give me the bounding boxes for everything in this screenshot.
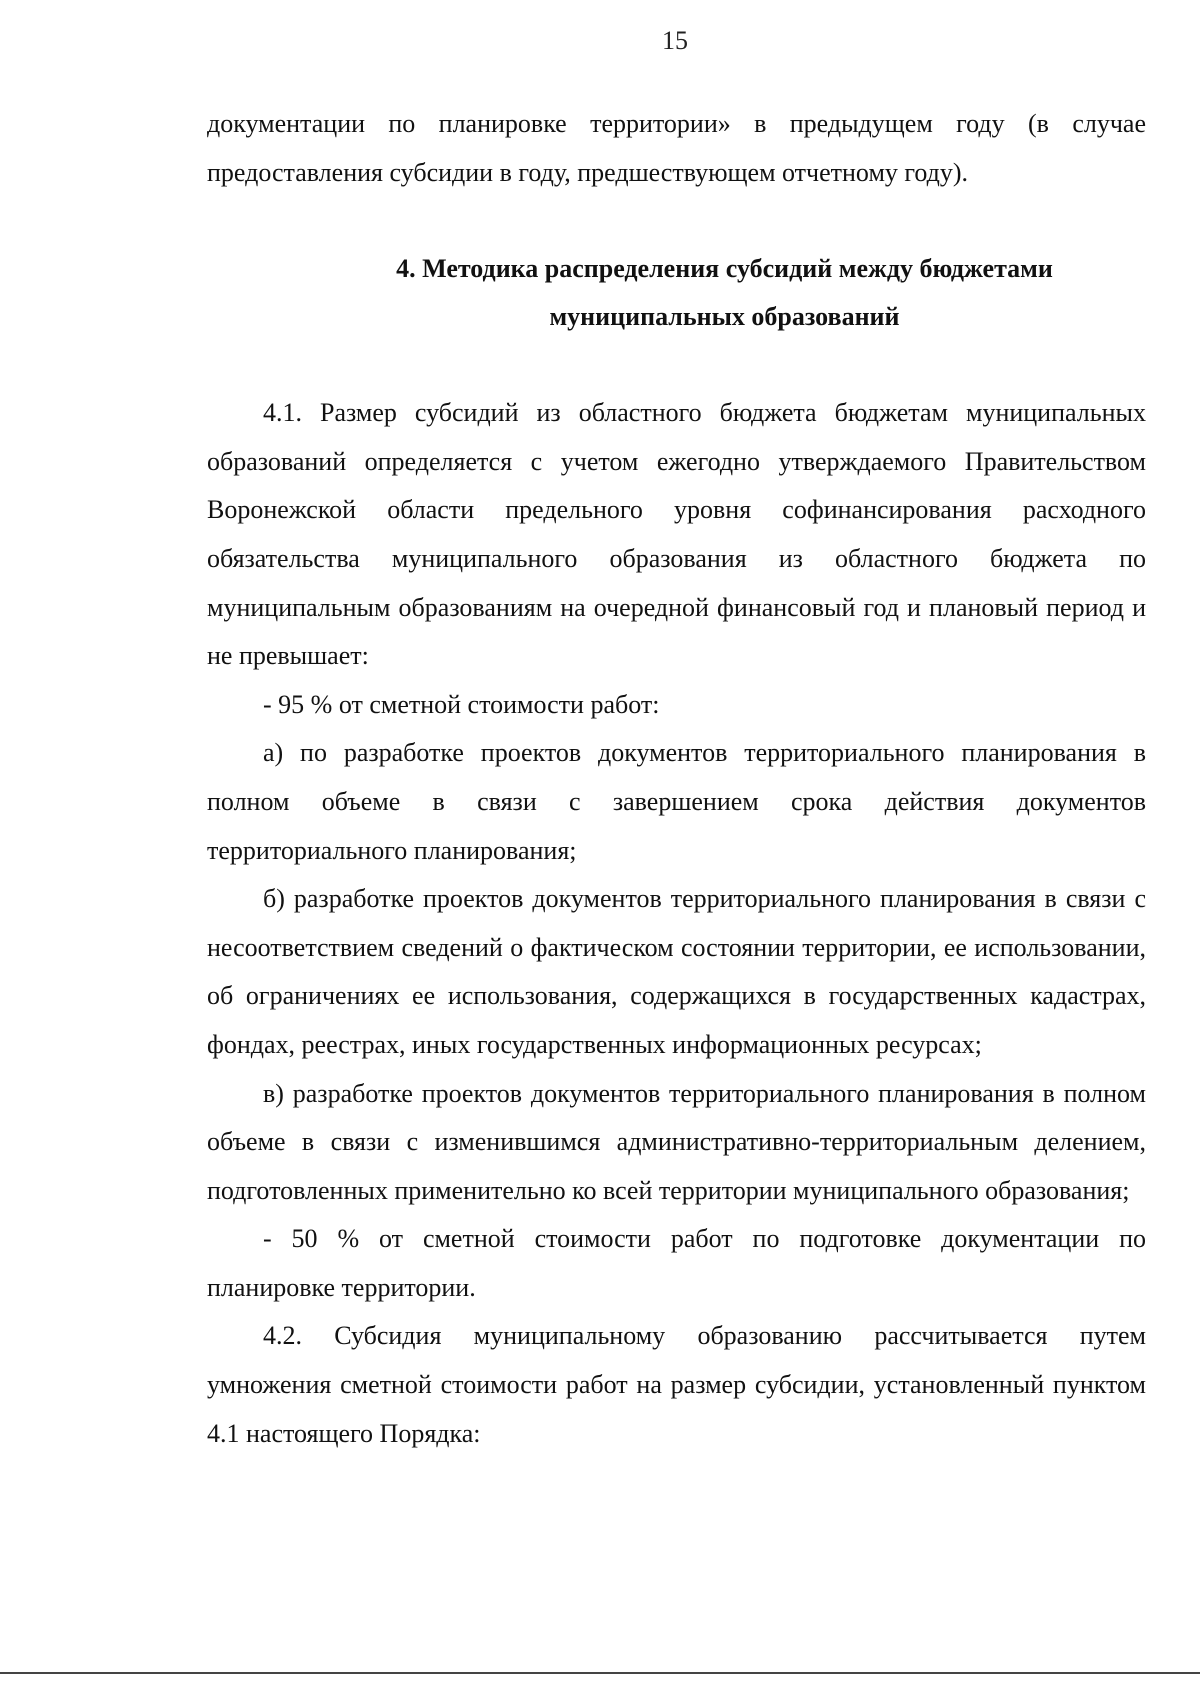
list-item-a: а) по разработке проектов документов территориального планирования в полном объеме в связи с завершением срока действия документов территориального планирования; bbox=[207, 738, 1146, 865]
paragraph-4-1: 4.1. Размер субсидий из областного бюджета бюджетам муниципальных образований определяется с учетом ежегодно утверждаемого Правительством Воронежской области предельного уровня софинансирования расходного обязательства муниципального образования из областного бюджета по муниципальным образованиям на очередной финансовый год и плановый период и не превышает: bbox=[207, 398, 1146, 671]
list-item-b: б) разработке проектов документов территориального планирования в связи с несоответствием сведений о фактическом состоянии территории, ее использовании, об ограничениях ее использования, содержащихся в государственных кадастрах, фондах, реестрах, иных государственных информационных ресурсах; bbox=[207, 884, 1146, 1059]
intro-paragraph: документации по планировке территории» в предыдущем году (в случае предоставления субсидии в году, предшествующем отчетному году). bbox=[207, 109, 1146, 187]
section-heading-line-1: 4. Методика распределения субсидий между бюджетами bbox=[396, 254, 1053, 284]
section-heading bbox=[207, 245, 1146, 341]
document-body bbox=[207, 100, 1146, 1458]
page-number: 15 bbox=[662, 26, 688, 55]
section-heading-line-2: муниципальных образований bbox=[549, 302, 900, 332]
list-item-50-percent: - 50 % от сметной стоимости работ по подготовке документации по планировке территории. bbox=[207, 1224, 1146, 1302]
page-bottom-rule bbox=[0, 1672, 1200, 1674]
list-item-v: в) разработке проектов документов территориального планирования в полном объеме в связи с изменившимся административно-территориальным делением, подготовленных применительно ко всей территории муниципального образования; bbox=[207, 1078, 1146, 1205]
paragraph-4-2: 4.2. Субсидия муниципальному образованию рассчитывается путем умножения сметной стоимости работ на размер субсидии, установленный пунктом 4.1 настоящего Порядка: bbox=[207, 1321, 1146, 1448]
list-item-95-percent: - 95 % от сметной стоимости работ: bbox=[263, 689, 660, 719]
